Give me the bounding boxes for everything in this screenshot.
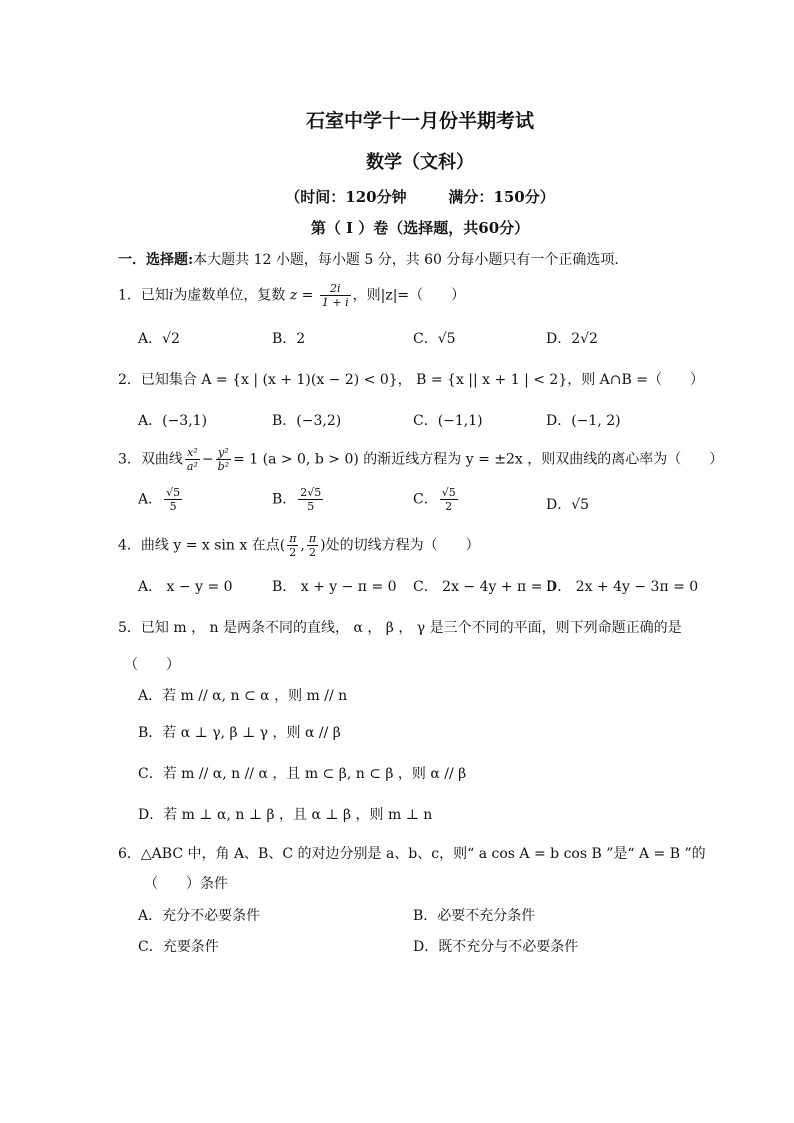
q3-option-a: [138, 486, 184, 513]
q2-option-c: C．(−1,1): [413, 413, 483, 429]
q1-option-b: B．2: [272, 331, 306, 347]
q4-p2-num: π: [308, 532, 317, 545]
section-heading: [118, 249, 619, 269]
q3-b-fraction: [298, 486, 323, 513]
q1-stem-b: 为虚数单位，复数: [173, 287, 286, 304]
q4-stem-b: )处的切线方程为（ ）: [320, 537, 480, 554]
subject-title: 数学（文科）: [366, 152, 474, 173]
question-6-stem: 6．△ABC 中，角 A、B、C 的对边分别是 a、b、c，则“ a cos A = b cos B ”是“ A = B ”的: [118, 846, 706, 862]
q6-option-a: A．充分不必要条件: [138, 908, 261, 924]
question-5-stem: 5．已知 m ， n 是两条不同的直线， α ， β ， γ 是三个不同的平面，则下列命题正确的是: [118, 620, 682, 636]
q5-option-b: B．若 α ⊥ γ, β ⊥ γ ，则 α // β: [138, 725, 341, 741]
question-5-paren: （ ）: [124, 657, 180, 673]
question-4-stem: [118, 532, 480, 559]
q2-option-a: A．(−3,1): [138, 413, 208, 429]
q3-stem-b: = 1 (a > 0, b > 0) 的渐近线方程为 y = ±2x ，则双曲线的离心率为（ ）: [233, 451, 724, 468]
question-2-stem: 2．已知集合 A = {x | (x + 1)(x − 2) < 0}， B = {x || x + 1 | < 2}，则 A∩B =（ ）: [118, 372, 704, 388]
q3-f2-den: b²: [217, 460, 230, 473]
q6-option-b: B．必要不充分条件: [413, 908, 536, 924]
q3-frac-x: [185, 446, 200, 473]
q5-option-a: A．若 m // α, n ⊂ α ，则 m // n: [138, 688, 348, 704]
q3-a-fraction: [164, 486, 182, 513]
q4-p1-den: 2: [289, 546, 297, 559]
q3-a-label: A．: [138, 491, 163, 508]
q1-frac-den: 1 + i: [321, 296, 349, 309]
q4-option-d: D． 2x + 4y − 3π = 0: [546, 579, 699, 595]
q3-b-label: B．: [272, 491, 297, 508]
q3-minus: −: [201, 451, 214, 468]
q1-frac-num: 2i: [320, 282, 351, 296]
q1-option-a: A．√2: [138, 331, 180, 347]
q4-p1-num: π: [289, 532, 297, 545]
q3-a-den: 5: [169, 500, 177, 513]
q3-c-den: 2: [445, 500, 453, 513]
section-text: 本大题共 12 小题，每小题 5 分，共 60 分每小题只有一个正确选项.: [193, 252, 619, 268]
q3-c-label: C．: [413, 491, 438, 508]
q3-f1-den: a²: [186, 460, 198, 473]
z-equals: z =: [289, 287, 314, 304]
q1-option-c: C．√5: [413, 331, 456, 347]
q5-option-d: D．若 m ⊥ α, n ⊥ β ，且 α ⊥ β ，则 m ⊥ n: [138, 807, 433, 823]
q3-stem-a: 3．双曲线: [118, 451, 183, 468]
q3-b-num: 2√5: [300, 486, 322, 499]
i-symbol: i: [168, 287, 174, 304]
q3-a-num: √5: [166, 486, 181, 499]
section-label: 一．选择题:: [118, 252, 194, 268]
q3-option-b: [272, 486, 325, 513]
q1-fraction: [320, 282, 351, 309]
q4-option-c: C． 2x − 4y + π = 0: [413, 579, 556, 595]
q4-stem-a: 4．曲线 y = x sin x 在点(: [118, 537, 286, 554]
q3-c-fraction: [440, 486, 458, 513]
q4-frac-2: [307, 532, 318, 559]
q3-option-c: [413, 486, 460, 513]
q4-frac-1: [287, 532, 298, 559]
q3-c-num: √5: [441, 486, 456, 499]
q1-option-d: D．2√2: [546, 331, 598, 347]
q2-option-b: B．(−3,2): [272, 413, 342, 429]
q6-option-d: D．既不充分与不必要条件: [413, 939, 579, 955]
question-3-stem: [118, 446, 723, 473]
q3-option-d: D．√5: [546, 497, 590, 513]
time-score-line: （时间：120分钟 满分：150分）: [285, 188, 555, 206]
q3-b-den: 5: [307, 500, 315, 513]
q4-option-a: A． x − y = 0: [138, 579, 233, 595]
q3-f2-num: y²: [216, 446, 231, 460]
question-1-stem: [118, 282, 465, 309]
q4-comma: ,: [300, 537, 305, 554]
q5-option-c: C．若 m // α, n // α ，且 m ⊂ β, n ⊂ β ，则 α // β: [138, 766, 467, 782]
q3-f1-num: x²: [185, 446, 200, 460]
q2-option-d: D．(−1, 2): [546, 413, 621, 429]
question-6-paren: （ ）条件: [144, 876, 228, 892]
q1-stem-c: ，则|z|=（ ）: [352, 287, 466, 304]
q4-option-b: B． x + y − π = 0: [272, 579, 397, 595]
q3-frac-y: [216, 446, 231, 473]
q4-p2-den: 2: [308, 546, 316, 559]
exam-title: 石室中学十一月份半期考试: [305, 110, 534, 132]
part-title: 第（ I ）卷（选择题，共60分）: [310, 219, 530, 237]
q6-option-c: C．充要条件: [138, 939, 219, 955]
q1-stem-a: 1．已知: [118, 287, 169, 304]
